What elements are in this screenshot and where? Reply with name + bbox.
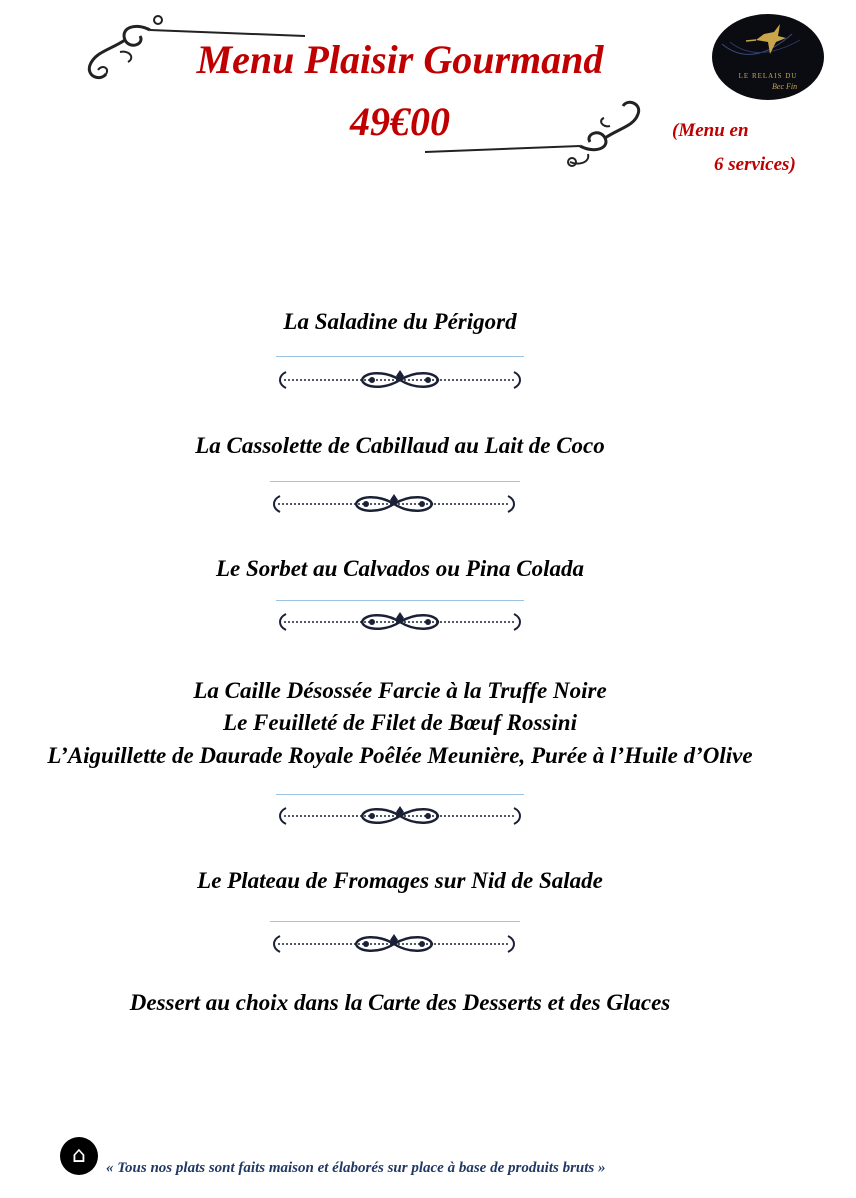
dish-cassolette: La Cassolette de Cabillaud au Lait de Coco [195, 433, 605, 458]
dish-saladine: La Saladine du Périgord [283, 309, 517, 334]
ornament-divider [274, 366, 526, 394]
ornament-divider [268, 930, 520, 958]
dish-dessert: Dessert au choix dans la Carte des Desserts et des Glaces [129, 990, 671, 1015]
menu-title: Menu Plaisir Gourmand [196, 37, 604, 82]
separator-line [276, 794, 524, 795]
homemade-icon: ⌂ [60, 1137, 98, 1175]
menu-note-line1: (Menu en [672, 120, 749, 141]
restaurant-logo [712, 14, 824, 100]
separator-line [270, 481, 520, 482]
separator-line [276, 600, 524, 601]
dish-feuillete: Le Feuilleté de Filet de Bœuf Rossini [223, 710, 577, 735]
menu-note-line2: 6 services) [714, 154, 796, 175]
separator-line [270, 921, 520, 922]
ornament-divider [268, 490, 520, 518]
hummingbird-icon [712, 14, 824, 100]
dish-fromages: Le Plateau de Fromages sur Nid de Salade [197, 868, 603, 893]
dish-sorbet: Le Sorbet au Calvados ou Pina Colada [215, 556, 585, 581]
footer-note: « Tous nos plats sont faits maison et élaborés sur place à base de produits bruts » [106, 1160, 606, 1176]
menu-price: 49€00 [350, 99, 450, 144]
ornament-divider [274, 608, 526, 636]
logo-text: LE RELAIS DU [738, 72, 798, 80]
dish-aiguillette: L’Aiguillette de Daurade Royale Poêlée Meunière, Purée à l’Huile d’Olive [47, 743, 753, 768]
ornament-divider [274, 802, 526, 830]
logo-subtext: Bec Fin [772, 82, 798, 91]
separator-line [276, 356, 524, 357]
dish-caille: La Caille Désossée Farcie à la Truffe Noire [193, 678, 607, 703]
